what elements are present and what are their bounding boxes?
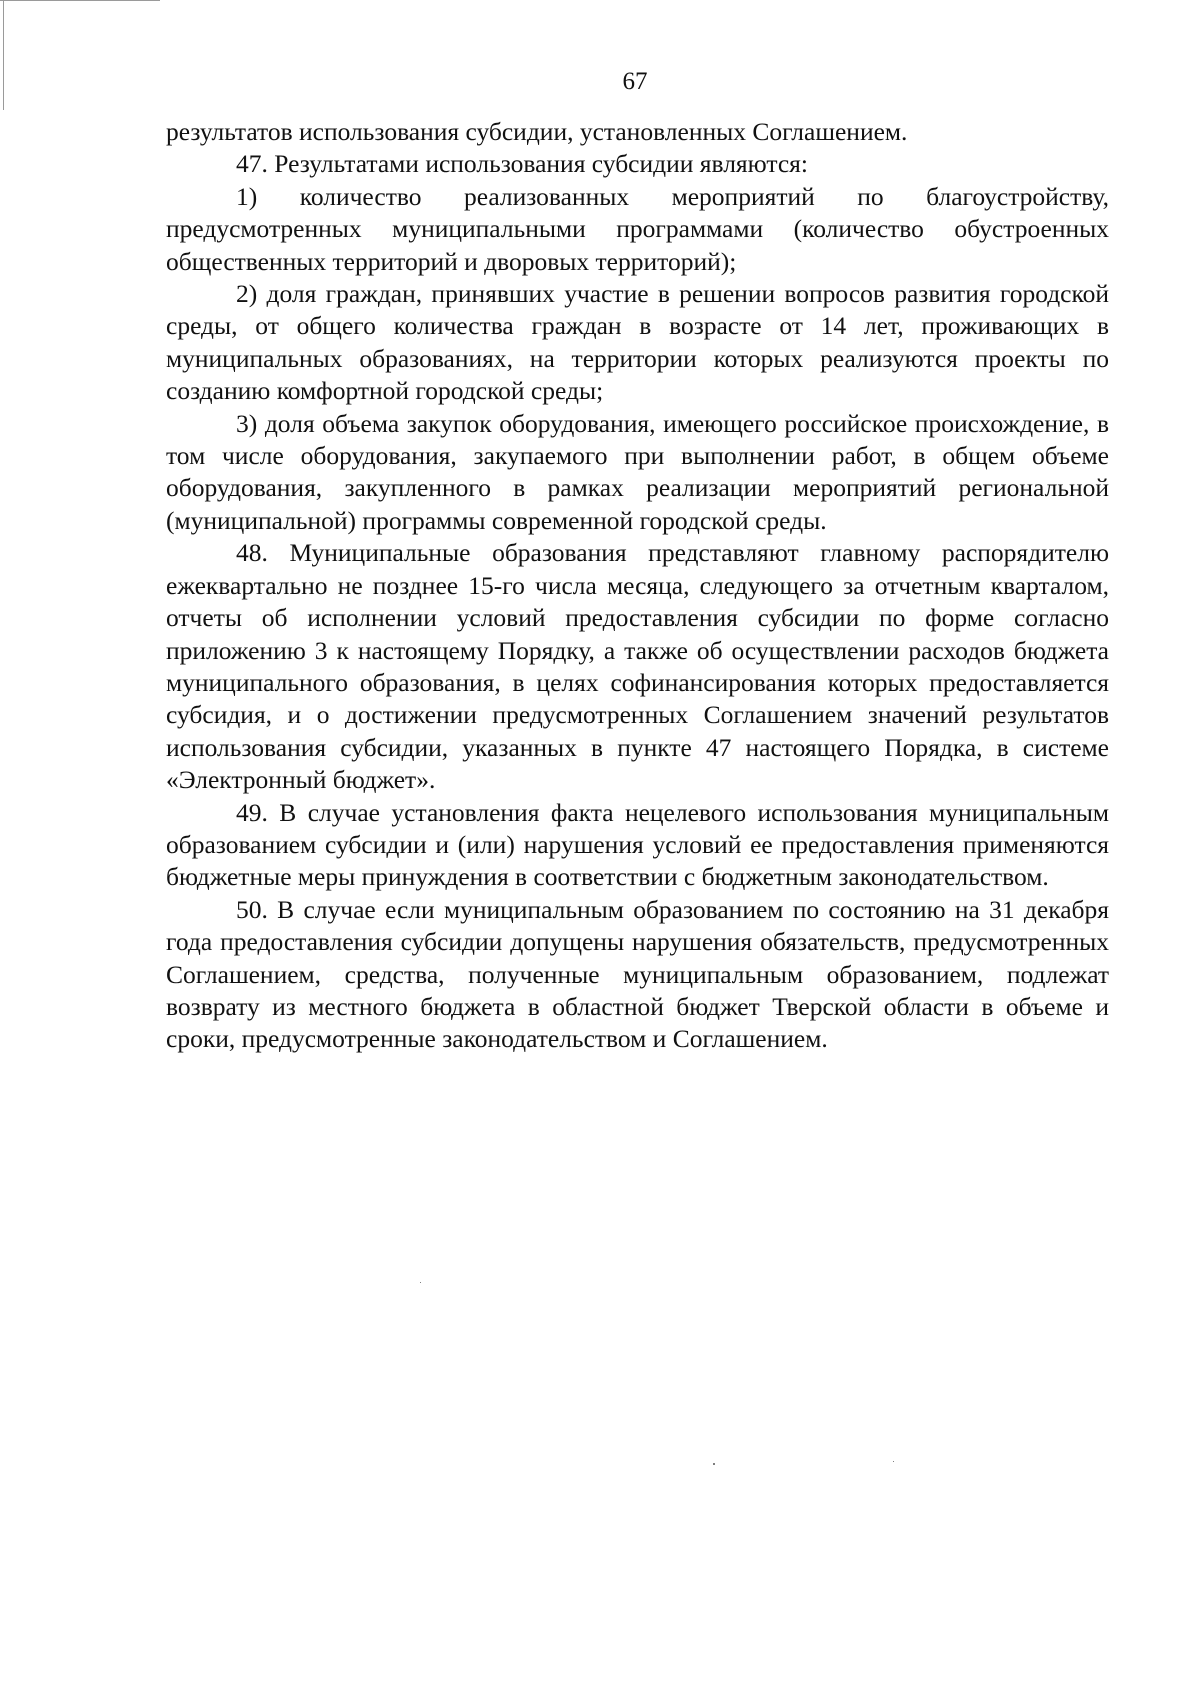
scan-edge-top: [0, 0, 160, 1]
scan-speck: [420, 1282, 421, 1283]
paragraph-47: 47. Результатами использования субсидии являются:: [236, 149, 808, 179]
paragraph-47-item-1: 1) количество реализованных мероприятий по благоустройству, предусмотренных муниципальными программами (количество обустроенных общественных территорий и дворовых территорий);: [166, 181, 1109, 276]
scan-speck: [893, 1461, 894, 1462]
paragraph-49: 49. В случае установления факта нецелевого использования муниципальным образованием субсидии и (или) нарушения условий ее предоставления применяются бюджетные меры принуждения в соответствии с бюджетным законодательством.: [166, 797, 1109, 892]
paragraph-50: 50. В случае если муниципальным образованием по состоянию на 31 декабря года предоставления субсидии допущены нарушения обязательств, предусмотренных Соглашением, средства, полученные муниципальным образованием, подлежат возврату из местного бюджета в областной бюджет Тверской области в объеме и сроки, предусмотренные законодательством и Соглашением.: [166, 894, 1109, 1054]
page-number: 67: [622, 68, 648, 95]
paragraph-47-item-3: 3) доля объема закупок оборудования, имеющего российское происхождение, в том числе оборудования, закупаемого при выполнении работ, в общем объеме оборудования, закупленного в рамках реализации мероприятий региональной (муниципальной) программы современной городской среды.: [166, 408, 1109, 535]
paragraph-48: 48. Муниципальные образования представляют главному распорядителю ежеквартально не позднее 15-го числа месяца, следующего за отчетным кварталом, отчеты об исполнении условий предоставления субсидии по форме согласно приложению 3 к настоящему Порядку, а также об осуществлении расходов бюджета муниципального образования, в целях софинансирования которых предоставляется субсидия, и о достижении предусмотренных Соглашением значений результатов использования субсидии, указанных в пункте 47 настоящего Порядка, в системе «Электронный бюджет».: [166, 538, 1109, 795]
paragraph-continuation: результатов использования субсидии, установленных Соглашением.: [166, 117, 908, 146]
paragraph-47-item-2: 2) доля граждан, принявших участие в решении вопросов развития городской среды, от общего количества граждан в возрасте от 14 лет, проживающих в муниципальных образованиях, на территории которых реализуются проекты по созданию комфортной городской среды;: [166, 279, 1109, 406]
scan-speck: [713, 1463, 715, 1465]
document-body: [166, 116, 1109, 1056]
